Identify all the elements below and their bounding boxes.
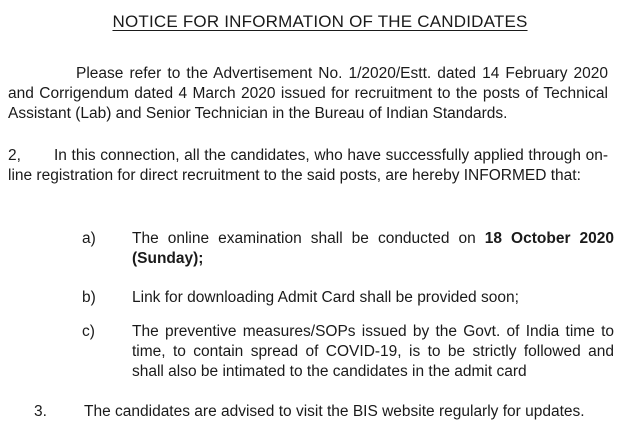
notice-title: NOTICE FOR INFORMATION OF THE CANDIDATES <box>112 12 528 31</box>
exam-date-lead-text: The online examination shall be conducted on <box>132 230 485 247</box>
paragraph-3-number: 3. <box>34 403 47 420</box>
paragraph-3-text: The candidates are advised to visit the BIS website regularly for updates. <box>84 403 585 420</box>
paragraph-3 <box>34 402 624 422</box>
list-item-label: c) <box>82 323 95 340</box>
exam-date: 18 October 2020 (Sunday); <box>132 230 614 267</box>
paragraph-2-text: In this connection, all the candidates, who have successfully applied through on-line registration for direct recruitment to the said posts, are hereby INFORMED that: <box>8 147 608 184</box>
list-item-label: b) <box>82 289 96 306</box>
list-item-label: a) <box>82 230 96 247</box>
list-item-text: The preventive measures/SOPs issued by the Govt. of India time to time, to contain spread of COVID-19, is to be strictly followed and shall also be intimated to the candidates in the admit card <box>132 323 614 380</box>
list-item-text: Link for downloading Admit Card shall be provided soon; <box>132 289 519 306</box>
paragraph-2 <box>8 146 608 186</box>
list-item-text <box>132 229 614 269</box>
paragraph-2-number: 2, <box>8 147 21 164</box>
paragraph-1: Please refer to the Advertisement No. 1/2020/Estt. dated 14 February 2020 and Corrigendum dated 4 March 2020 issued for recruitment to the posts of Technical Assistant (Lab) and Senior Technician in the Bureau of Indian Standards. <box>8 65 608 122</box>
